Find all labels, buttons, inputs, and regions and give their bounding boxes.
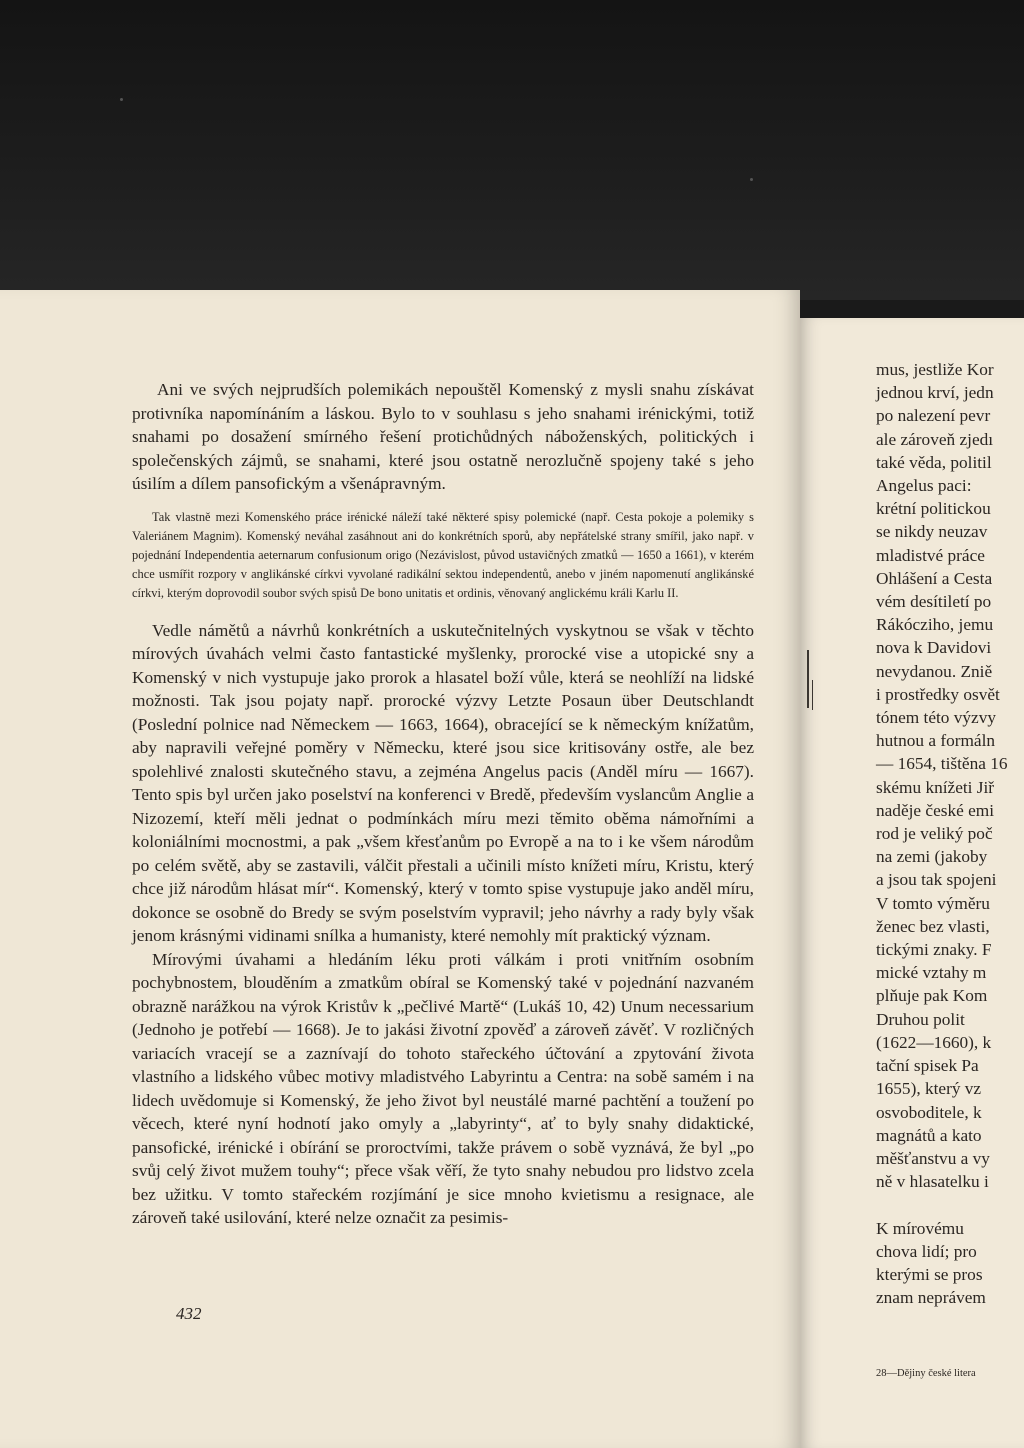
right-page-line: a jsou tak spojeni (876, 870, 997, 890)
right-page-footer: 28—Dějiny české litera (876, 1368, 976, 1379)
right-page-line: Ohlášení a Cesta (876, 568, 993, 588)
right-page-line: V tomto výměru (876, 893, 990, 913)
right-page-line: hutnou a formáln (876, 731, 996, 751)
left-page-body (132, 378, 754, 1230)
dust-speck (750, 178, 753, 181)
right-page-line: (1622—1660), k (876, 1032, 992, 1052)
right-page-line: tační spisek Pa (876, 1056, 979, 1076)
right-page-line: měšťanstvu a vy (876, 1148, 990, 1168)
right-page-line: tónem této výzvy (876, 708, 996, 728)
right-page-line: skému knížeti Jiř (876, 777, 995, 797)
right-page-line: jednou krví, jedn (876, 383, 994, 403)
right-page-line: kterými se pros (876, 1264, 983, 1284)
right-page-line: se nikdy neuzav (876, 522, 988, 542)
right-page-line: K mírovému (876, 1218, 964, 1238)
right-page-line: vém desítiletí po (876, 592, 992, 612)
right-page-line: ně v hlasatelku i (876, 1172, 989, 1192)
scan-background (0, 0, 1024, 300)
right-page-line: ženec bez vlasti, (876, 916, 990, 936)
right-page-line: i prostředky osvět (876, 684, 1000, 704)
right-page-line: na zemi (jakoby (876, 847, 988, 867)
right-page-line: Angelus paci: (876, 476, 972, 496)
right-page-line: naděje české emi (876, 800, 995, 820)
right-page-line: mladistvé práce (876, 545, 985, 565)
right-page-text (876, 358, 1024, 1309)
right-page-line: rod je veliký poč (876, 824, 993, 844)
gutter-mark (812, 680, 813, 710)
dust-speck (120, 98, 123, 101)
paragraph-unum-necessarium: Mírovými úvahami a hledáním léku proti válkám i proti vnitřním osobním pochybnostem, blouděním a zmatkům obíral se Komenský také v pojednání nazvaném obrazně narážkou na výrok Kristův k „pečlivé Martě“ (Lukáš 10, 42) Unum necessarium (Jednoho je potřebí — 1668). Je to jakási životní zpověď a zároveň závěť. V rozličných variacích vracejí se a zaznívají do tohoto stařeckého účtování a zpytování života vlastního a lidského vůbec motivy mladistvého Labyrintu a Centra: na sobě samém i na lidech uvědomuje si Komenský, že jeho život byl neustálé marné pachtění a toužení po věcech, které nyní hodnotí jako omyly a „labyrinty“, ať to byly snahy didaktické, pansofické, irénické i obírání se proroctvími, takže právem o sobě vyznává, že byl „po svůj celý život mužem touhy“; přece však věří, že tyto snahy nebudou pro lidstvo zcela bez užitku. V tomto stařeckém rozjímání je sice mnoho kvietismu a resignace, ale zároveň také usilování, které nelze označit za pesimis- (132, 949, 754, 1227)
right-page-line: nova k Davidovi (876, 638, 992, 658)
right-page-line: také věda, politil (876, 452, 992, 472)
right-page-line: znam neprávem (876, 1288, 986, 1308)
footnote-block: Tak vlastně mezi Komenského práce irénické náleží také některé spisy polemické (např. Cesta pokoje a polemiky s Valeriánem Magnim). Komenský neváhal zasáhnout ani do konkrétních sporů, aby nepřátelské strany smířil, jako např. v pojednání Independentia aeternarum confusionum origo (Nezávislost, původ ustavičných zmatků — 1650 a 1661), v kterém chce usmířit rozpory v anglikánské církvi vyvolané radikální sektou independentů, anebo v jiném napomenutí anglikánské církvi, kterým doprovodil soubor svých spisů De bono unitatis et ordinis, věnovaný anglickému králi Karlu II. (132, 509, 754, 600)
right-page-line: 1655), který vz (876, 1079, 982, 1099)
right-page-line: krétní politickou (876, 499, 991, 519)
right-page-line: mické vztahy m (876, 963, 987, 983)
right-page-line: Druhou polit (876, 1009, 965, 1029)
right-page-line: — 1654, tištěna 16 (876, 754, 1008, 774)
paragraph-intro: Ani ve svých nejprudších polemikách nepouštěl Komenský z mysli snahu získávat protivníka napomínáním a láskou. Bylo to v souhlasu s jeho snahami irénickými, totiž snahami po dosažení smírného řešení protichůdných náboženských, politických i společenských zájmů, se snahami, které jsou ostatně nerozlučně spojeny také s jeho úsilím a dílem pansofickým a všenápravným. (132, 380, 754, 493)
right-page-line: mus, jestliže Kor (876, 360, 994, 379)
right-page-line: magnátů a kato (876, 1125, 982, 1145)
paragraph-peace-visions: Vedle námětů a návrhů konkrétních a uskutečnitelných vyskytnou se však v těchto mírových úvahách velmi často fantastické myšlenky, prorocké vise a utopické sny a Komenský v nich vystupuje jako prorok a hlasatel boží vůle, která se neohlíží na lidské možnosti. Tak jsou pojaty např. prorocké výzvy Letzte Posaun über Deutschlandt (Poslední polnice nad Německem — 1663, 1664), obracející se k německým knížatům, aby napravili veřejné poměry v Německu, které jsou sice kritisovány ostře, ale bez spolehlivé znalosti skutečného stavu, a zejména Angelus pacis (Anděl míru — 1667). Tento spis byl určen jako poselství na konferenci v Bredě, především vyslancům Anglie a Nizozemí, kteří měli jednat o podmínkách míru mezi těmito oběma námořními a koloniálními mocnostmi, a pak „všem křesťanům po Evropě a na to i ke všem národům po celém světě, aby se zastavili, válčit přestali a učinili místo knížeti míru, Kristu, který chce již národům hlásat mír“. Komenský, který v tomto spise vystupuje jako anděl míru, dokonce se osobně do Bredy se svým poselstvím vypravil; jeho návrhy a rady byly však jenom krásnými vidinami snílka a humanisty, které nemohly mít praktický význam. (132, 620, 754, 945)
right-page-line: po nalezení pevr (876, 406, 991, 426)
right-page-line: osvoboditele, k (876, 1102, 982, 1122)
right-page-line: Rákócziho, jemu (876, 615, 994, 635)
page-number: 432 (176, 1304, 202, 1323)
right-page-line (876, 1193, 1024, 1216)
right-page-line: chova lidí; pro (876, 1241, 977, 1261)
right-page-line: plňuje pak Kom (876, 986, 988, 1006)
gutter-mark (807, 650, 809, 708)
right-page-line: ale zároveň zjedı (876, 429, 994, 449)
right-page-line: nevydanou. Zniě (876, 661, 993, 681)
right-page-line: tickými znaky. F (876, 940, 992, 960)
